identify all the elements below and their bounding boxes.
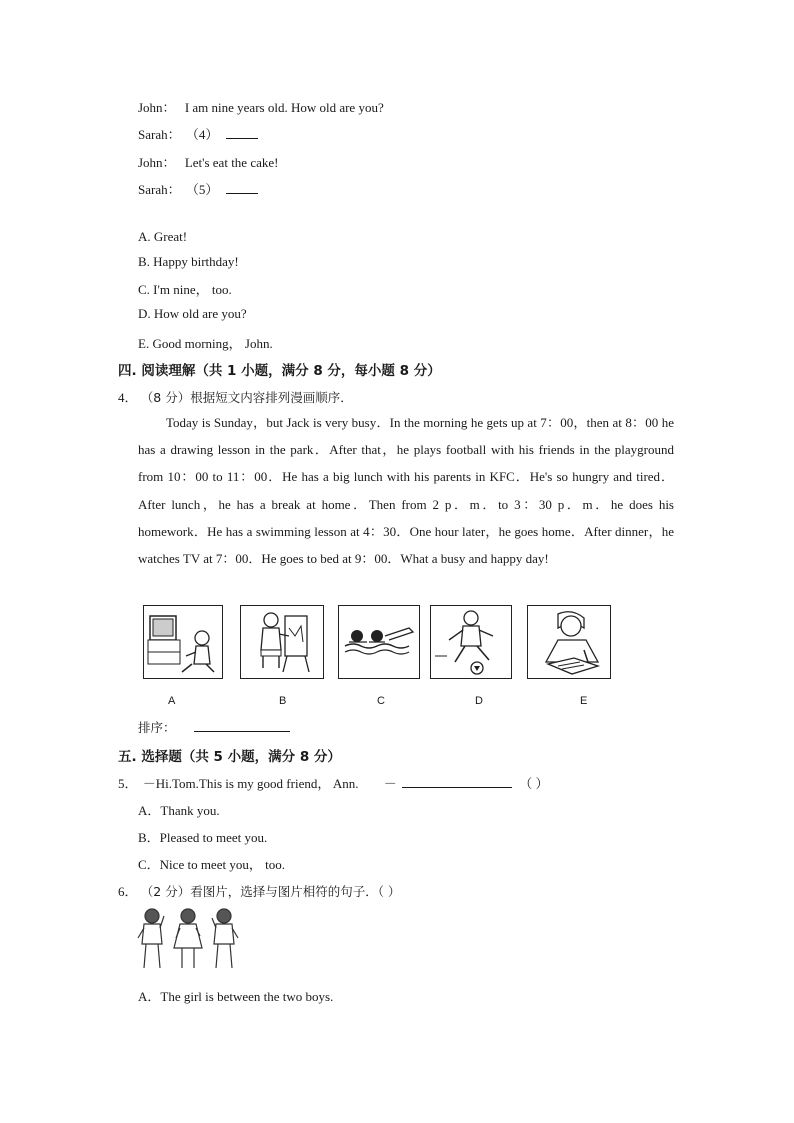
speaker: Sarah： — [138, 182, 181, 197]
speaker: John： — [138, 100, 176, 115]
reply-dash: － — [383, 776, 397, 791]
comic-a-tv-image — [143, 605, 223, 679]
answer-blank[interactable] — [226, 126, 258, 139]
option-e: E. Good morning， John. — [138, 336, 273, 351]
picture-label-c: C — [377, 695, 385, 707]
option-d: D. How old are you? — [138, 306, 247, 321]
question-number: 6． — [118, 884, 138, 899]
order-label: 排序： — [138, 720, 176, 735]
comic-d-football-image — [430, 605, 512, 679]
utterance: （5） — [185, 182, 219, 197]
order-line — [138, 718, 290, 736]
q5-option-a: A．Thank you. — [138, 803, 220, 818]
question-6 — [118, 881, 400, 900]
question-number: 4． — [118, 390, 138, 405]
option-b: B. Happy birthday! — [138, 254, 239, 269]
order-answer-blank[interactable] — [194, 719, 290, 732]
speaker: John： — [138, 155, 176, 170]
dialogue-line-2 — [138, 124, 258, 143]
question-4 — [118, 387, 353, 406]
speaker: Sarah： — [138, 127, 181, 142]
question-text: （8 分）根据短文内容排列漫画顺序． — [140, 390, 353, 405]
section-5-title: 五. 选择题（共 5 小题，满分 8 分） — [118, 749, 341, 765]
question-text: （2 分）看图片，选择与图片相符的句子．（ ） — [140, 884, 401, 899]
q5-option-b: B．Pleased to meet you. — [138, 830, 268, 845]
comic-e-homework-image — [527, 605, 611, 679]
picture-label-b: B — [279, 695, 287, 707]
picture-label-a: A — [168, 695, 176, 707]
children-picture-image — [136, 906, 244, 974]
q5-option-c: C．Nice to meet you， too. — [138, 857, 285, 872]
reply-blank[interactable] — [402, 775, 512, 788]
option-a: A. Great! — [138, 229, 188, 244]
picture-label-e: E — [580, 695, 588, 707]
q6-option-a: A．The girl is between the two boys. — [138, 989, 334, 1004]
section-4-title: 四. 阅读理解（共 1 小题，满分 8 分，每小题 8 分） — [118, 363, 441, 379]
answer-blank[interactable] — [226, 181, 258, 194]
dialogue-line-3 — [138, 152, 278, 171]
question-prompt: －Hi.Tom.This is my good friend， Ann. — [142, 776, 359, 791]
comic-b-drawing-image — [240, 605, 324, 679]
question-number: 5． — [118, 776, 138, 791]
utterance: I am nine years old. How old are you? — [184, 100, 384, 115]
reading-passage — [138, 409, 674, 572]
dialogue-line-1 — [138, 97, 384, 116]
utterance: Let's eat the cake! — [184, 155, 279, 170]
comic-c-swimming-image — [338, 605, 420, 679]
dialogue-line-4 — [138, 179, 258, 198]
question-5 — [118, 773, 549, 792]
passage-text: Today is Sunday，but Jack is very busy．In the morning he gets up at 7：00，then at 8：00 he has a drawing lesson in the park．After that，he plays football with his friends in the playground from 10：00 to 11：00．He has a big lunch with his parents in KFC．He's so hungry and tired．After lunch，he has a break at home．Then from 2 p．m．to 3：30 p．m．he does his homework．He has a swimming lesson at 4：30．One hour later，he goes home．After dinner，he watches TV at 7：00．He goes to bed at 9：00．What a busy and happy day! — [138, 415, 674, 567]
option-c: C. I'm nine， too. — [138, 282, 232, 297]
utterance: （4） — [185, 127, 219, 142]
picture-label-d: D — [475, 695, 483, 707]
answer-paren[interactable]: （ ） — [519, 776, 549, 791]
